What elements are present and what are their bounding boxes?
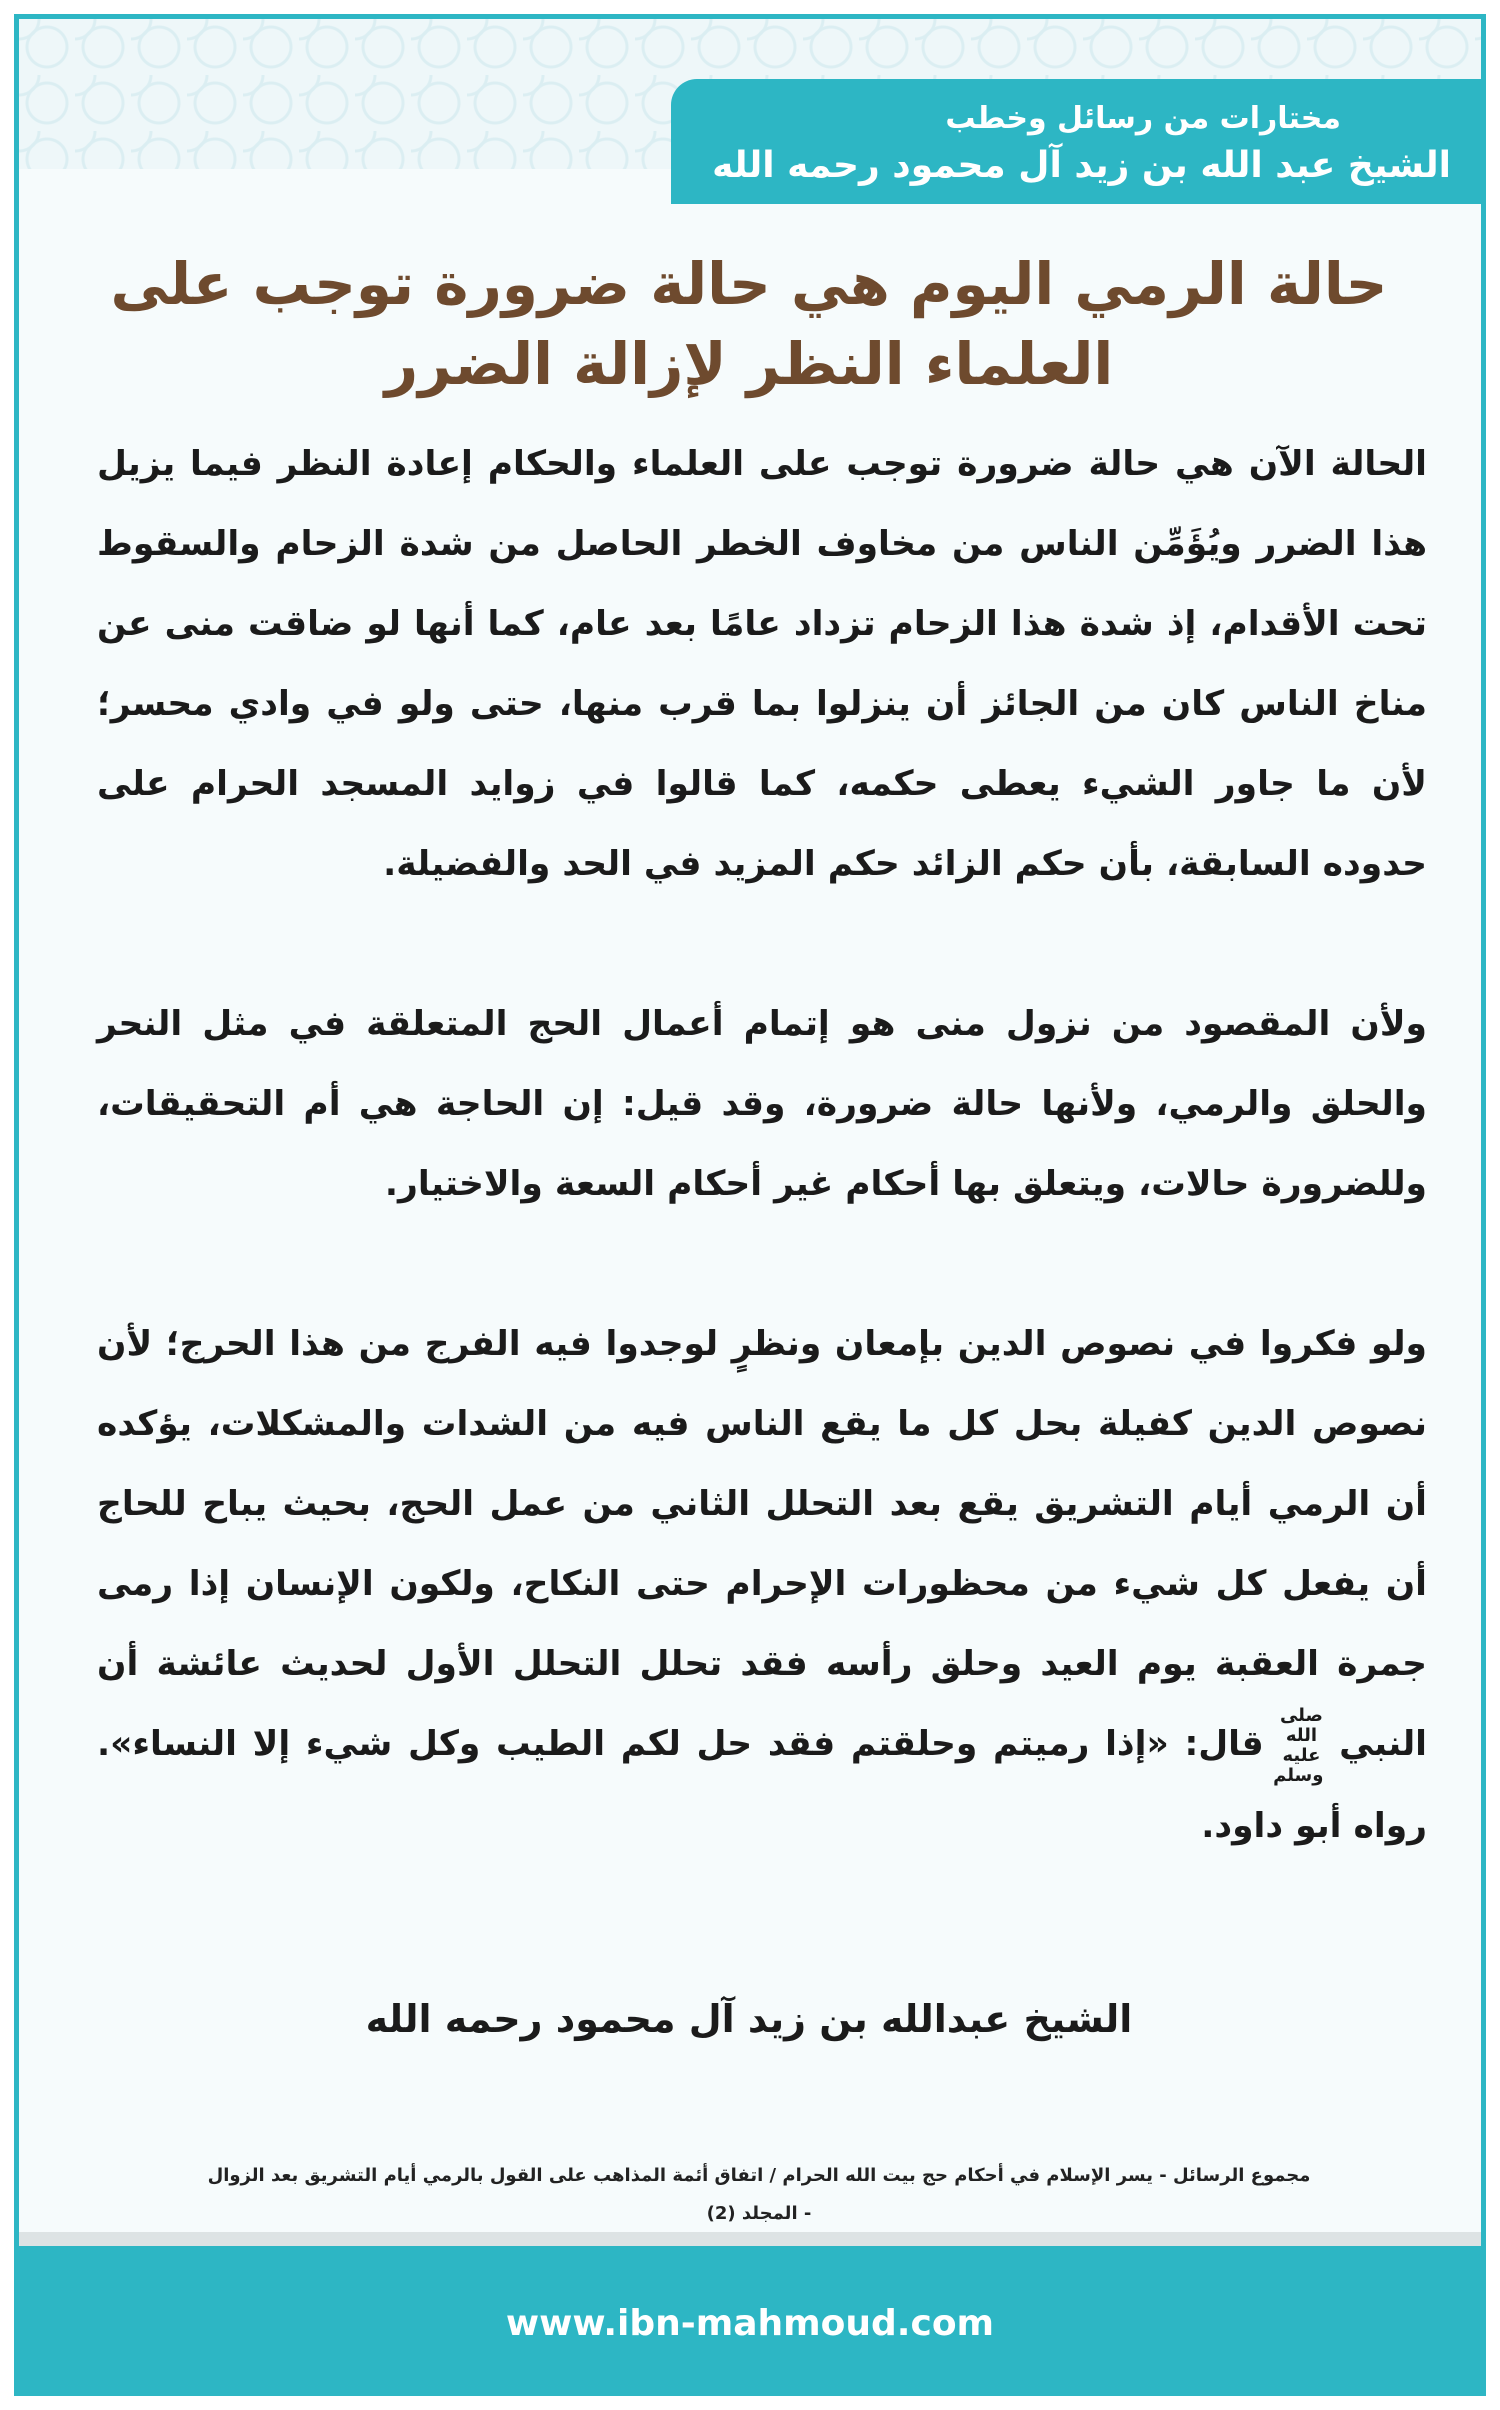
- paragraph-3-part-1: ولو فكروا في نصوص الدين بإمعان ونظرٍ لوجدوا فيه الفرج من هذا الحرج؛ لأن نصوص الدين كفيلة بحل كل ما يقع الناس فيه من الشدات والمشكلات، يؤكده أن الرمي أيام التشريق يقع بعد التحلل الثاني من عمل الحج، بحيث يباح للحاج أن يفعل كل شيء من محظورات الإحرام حتى النكاح، ولكون الإنسان إذا رمى جمرة العقبة يوم العيد وحلق رأسه فقد تحلل التحلل الأول لحديث عائشة أن النبي: [97, 1324, 1427, 1764]
- paragraph-3-part-2: قال: «إذا رميتم وحلقتم فقد حل لكم الطيب وكل شيء إلا النساء». رواه أبو داود.: [97, 1724, 1427, 1846]
- sallallahu-glyph: صلى الله عليه وسلم: [1273, 1704, 1324, 1786]
- source-line-2: - المجلد (2): [706, 2203, 812, 2224]
- signature: الشيخ عبدالله بن زيد آل محمود رحمه الله: [365, 1997, 1133, 2041]
- article-title: [79, 244, 1419, 404]
- article-title-line2: العلماء النظر لإزالة الضرر: [384, 330, 1114, 398]
- header-subtitle: مختارات من رسائل وخطب: [945, 101, 1341, 136]
- paragraph-3: [97, 1304, 1427, 1866]
- paragraph-1: الحالة الآن هي حالة ضرورة توجب على العلماء والحكام إعادة النظر فيما يزيل هذا الضرر ويُؤَمِّن الناس من مخاوف الخطر الحاصل من شدة الزحام والسقوط تحت الأقدام، إذ شدة هذا الزحام تزداد عامًا بعد عام، كما أنها لو ضاقت منى عن مناخ الناس كان من الجائز أن ينزلوا بما قرب منها، حتى ولو في وادي محسر؛ لأن ما جاور الشيء يعطى حكمه، كما قالوا في زوايد المسجد الحرام على حدوده السابقة، بأن حكم الزائد حكم المزيد في الحد والفضيلة.: [97, 444, 1427, 884]
- footer-divider: [19, 2232, 1481, 2246]
- article-body: [97, 424, 1427, 1866]
- website-link[interactable]: www.ibn-mahmoud.com: [505, 2303, 995, 2344]
- source-line-1: مجموع الرسائل - يسر الإسلام في أحكام حج بيت الله الحرام / اتفاق أئمة المذاهب على القول بالرمي أيام التشريق بعد الزوال: [207, 2165, 1311, 2186]
- article-title-line1: حالة الرمي اليوم هي حالة ضرورة توجب على: [110, 250, 1388, 318]
- paragraph-2: ولأن المقصود من نزول منى هو إتمام أعمال الحج المتعلقة في مثل النحر والحلق والرمي، ولأنها حالة ضرورة، وقد قيل: إن الحاجة هي أم التحقيقات، وللضرورة حالات، ويتعلق بها أحكام غير أحكام السعة والاختيار.: [97, 1004, 1427, 1204]
- header-author: الشيخ عبد الله بن زيد آل محمود رحمه الله: [712, 145, 1451, 186]
- page-frame: [14, 14, 1486, 2396]
- source-citation: [99, 2157, 1419, 2233]
- header-banner: [671, 79, 1481, 204]
